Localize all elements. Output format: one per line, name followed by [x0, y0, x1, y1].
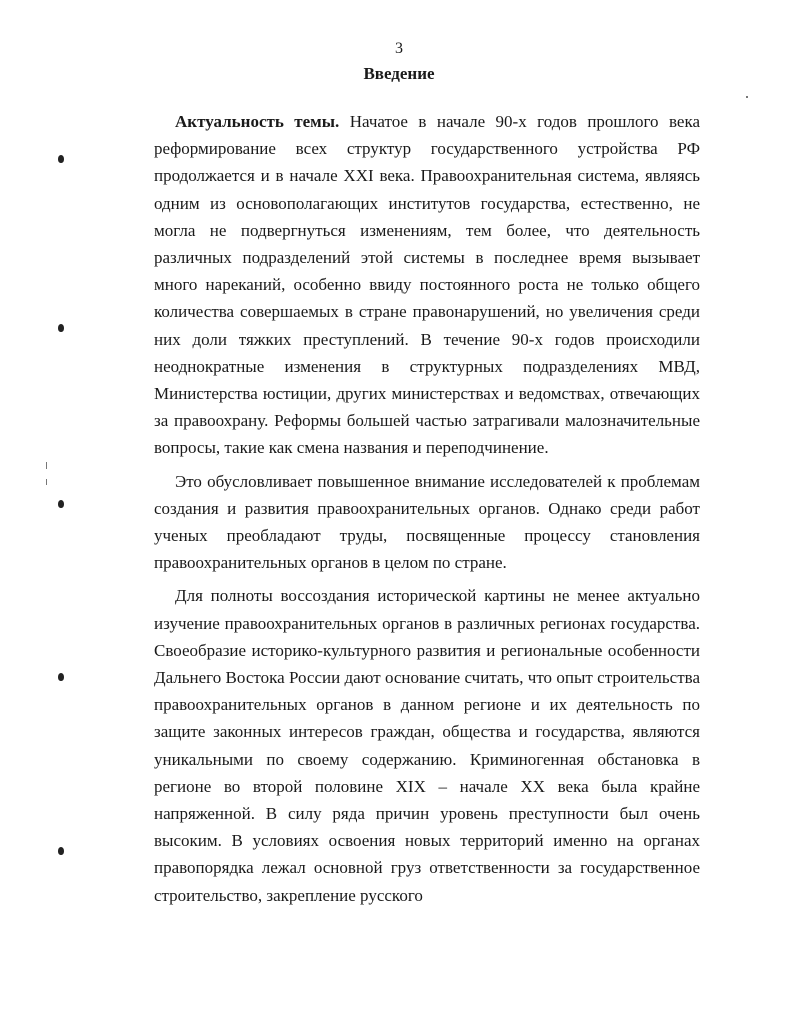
paragraph-lead: Актуальность темы. — [175, 112, 340, 131]
paragraph-researchers — [154, 468, 700, 577]
binding-hole-mark — [58, 155, 64, 163]
scan-speck — [46, 462, 47, 469]
binding-hole-mark — [58, 324, 64, 332]
page-number: 3 — [395, 40, 403, 57]
paragraph-text: Начатое в начале 90-х годов прошлого века реформирование всех структур государственного устройства РФ продолжается и в начале XXI века. Правоохранительная система, являясь одним из основополагающих институтов государства, естественно, не могла не подвергнуться изменениям, тем более, что деятельность различных подразделений этой системы в последнее время вызывает много нареканий, особенно ввиду постоянного роста не только общего количества совершаемых в стране правонарушений, но увеличения среди них доли тяжких преступлений. В течение 90-х годов происходили неоднократные изменения в структурных подразделениях МВД, Министерства юстиции, других министерствах и ведомствах, отвечающих за правоохрану. Реформы большей частью затрагивали малозначительные вопросы, такие как смена названия и переподчинение. — [154, 112, 700, 458]
paragraph-text: Для полноты воссоздания исторической картины не менее актуально изучение правоохранительных органов в различных регионах государства. Своеобразие историко-культурного развития и региональные особенности Дальнего Востока России дают основание считать, что опыт строительства правоохранительных органов в данном регионе и их деятельность по защите законных интересов граждан, общества и государства, являются уникальными по своему содержанию. Криминогенная обстановка в регионе во второй половине XIX – начале XX века была крайне напряженной. В силу ряда причин уровень преступности был очень высоким. В условиях освоения новых территорий именно на органах правопорядка лежал основной груз ответственности за государственное строительство, закрепление русского — [154, 586, 700, 905]
binding-hole-mark — [58, 673, 64, 681]
paragraph-relevance — [154, 108, 700, 462]
page-title: Введение — [363, 64, 435, 83]
binding-hole-mark — [58, 500, 64, 508]
scan-speck — [46, 479, 47, 485]
paragraph-regional — [154, 582, 700, 908]
scan-speck — [746, 96, 748, 98]
body-text — [154, 108, 700, 909]
paragraph-text: Это обусловливает повышенное внимание исследователей к проблемам создания и развития правоохранительных органов. Однако среди работ ученых преобладают труды, посвященные процессу становления правоохранительных органов в целом по стране. — [154, 471, 700, 573]
binding-hole-mark — [58, 847, 64, 855]
